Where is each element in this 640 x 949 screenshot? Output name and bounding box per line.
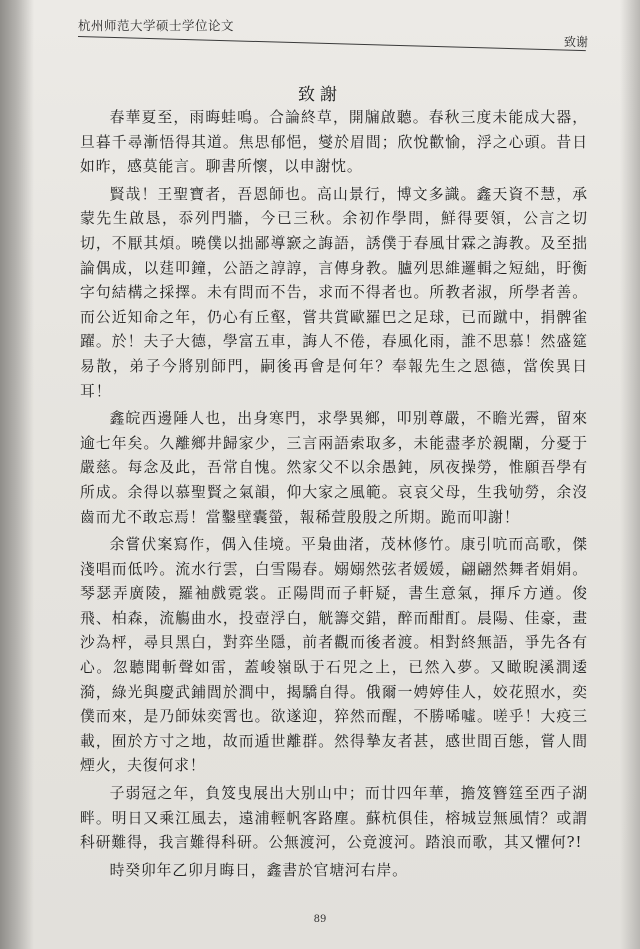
binding-shadow [0, 0, 34, 949]
running-header-section: 致谢 [563, 35, 588, 49]
paragraph-6: 時癸卯年乙卯月晦日，鑫書於官塘河右岸。 [109, 861, 408, 879]
paragraph-3: 鑫皖西邊陲人也，出身寒門，求學異鄉，叩别尊嚴，不瞻光霽，留來逾七年矣。久離鄉井歸家少，三言兩語索取多，未能盡孝於親闈，分憂于嚴慈。每念及此，吾常自愧。然家父不以余愚鈍，夙夜操勞，惟願吾學有所成。余得以慕聖賢之氣韻，仰大家之風範。哀哀父母，生我劬勞，余沒齒而尤不敢忘焉！當鑿壁囊螢，報稀萱殷殷之所期。跪而叩謝！ [80, 410, 588, 526]
edge-shadow [620, 0, 640, 949]
page-title: 致謝 [298, 85, 342, 105]
paragraph-4: 余嘗伏案寫作，偶入佳境。平梟曲渚，茂林修竹。康引吭而高歌，傑淺唱而低吟。流水行雲，白雪陽春。嫋嫋然弦者媛媛，翩翩然舞者娟娟。琴瑟弄廣陵，羅袖戲霓裳。正陽問而子軒疑，書生意氣，揮斥方遒。俊飛、柏森，流觴曲水，投壺浮白，觥籌交錯，醉而酣酊。晨陽、佳豪，畫沙為枰，尋貝黑白，對弈坐隱，前者觀而後者渡。相對終無語，爭先各有心。忽聽聞斬聲如雷，蓋峻嶺臥于石兕之上，已然入夢。又瞰睨溪澗逶漪，綠光與慶武鋪閭於澗中，揭驕自得。俄爾一娉婷佳人，姣花照水，奕僕而來，是乃師妹奕霄也。欲遂迎，猝然而醒，不勝唏噓。嗟乎！大疫三載，囿於方寸之地，故而遁世離群。然得摯友者甚，感世間百態，嘗人間煙火，夫復何求！ [80, 536, 588, 775]
paragraph-2: 賢哉！王聖寶者，吾恩師也。高山景行，博文多識。鑫天資不慧，承蒙先生啟恳，忝列門牆，今已三秋。余初作學問，鮮得要領，公言之切切，不厭其煩。曉僕以拙鄙導窾之誨語，誘僕于春風甘霖之誨教。及至拙論偶成，以莛叩鐘，公語之諄諄，言傳身教。臚列思維邏輯之短絀，盱衡字句結構之採擇。未有問而不告，求而不得者也。所教者淑，所學者善。而公近知命之年，仍心有丘壑，嘗共賞歐羅巴之足球，已而蹴中，捐髀雀躍。於！夫子大德，學富五車，誨人不倦，春風化雨，誰不思慕！然盛筵易散，弟子今將别師門，嗣後再會是何年？奉報先生之恩德，當俟異日耳！ [80, 185, 588, 400]
paragraph-5: 子弱冠之年，負笈曳展出大别山中；而廿四年華，擔笈簪筳至西子湖畔。明日又乘江風去，遠浦輕帆客路塵。蘇杭俱佳，榕城豈無風情？或謂科研難得，我言難得科研。公無渡河，公竟渡河。踏浪而歌，其又懼何?! [80, 785, 588, 852]
page-number: 89 [313, 914, 327, 925]
paragraph-1: 春華夏至，雨晦蛙鳴。合論終草，開牖啟聽。春秋三度未能成大器，旦暮千尋漸悟得其道。焦思郁悒，燮於眉間；欣悅歡愉，浮之心頭。昔日如昨，感莫能言。聊書所懷，以申謝忱。 [80, 109, 588, 176]
running-header-title: 杭州师范大学硕士学位论文 [78, 18, 235, 33]
acknowledgement-body [80, 106, 588, 886]
header-rule [78, 36, 586, 51]
